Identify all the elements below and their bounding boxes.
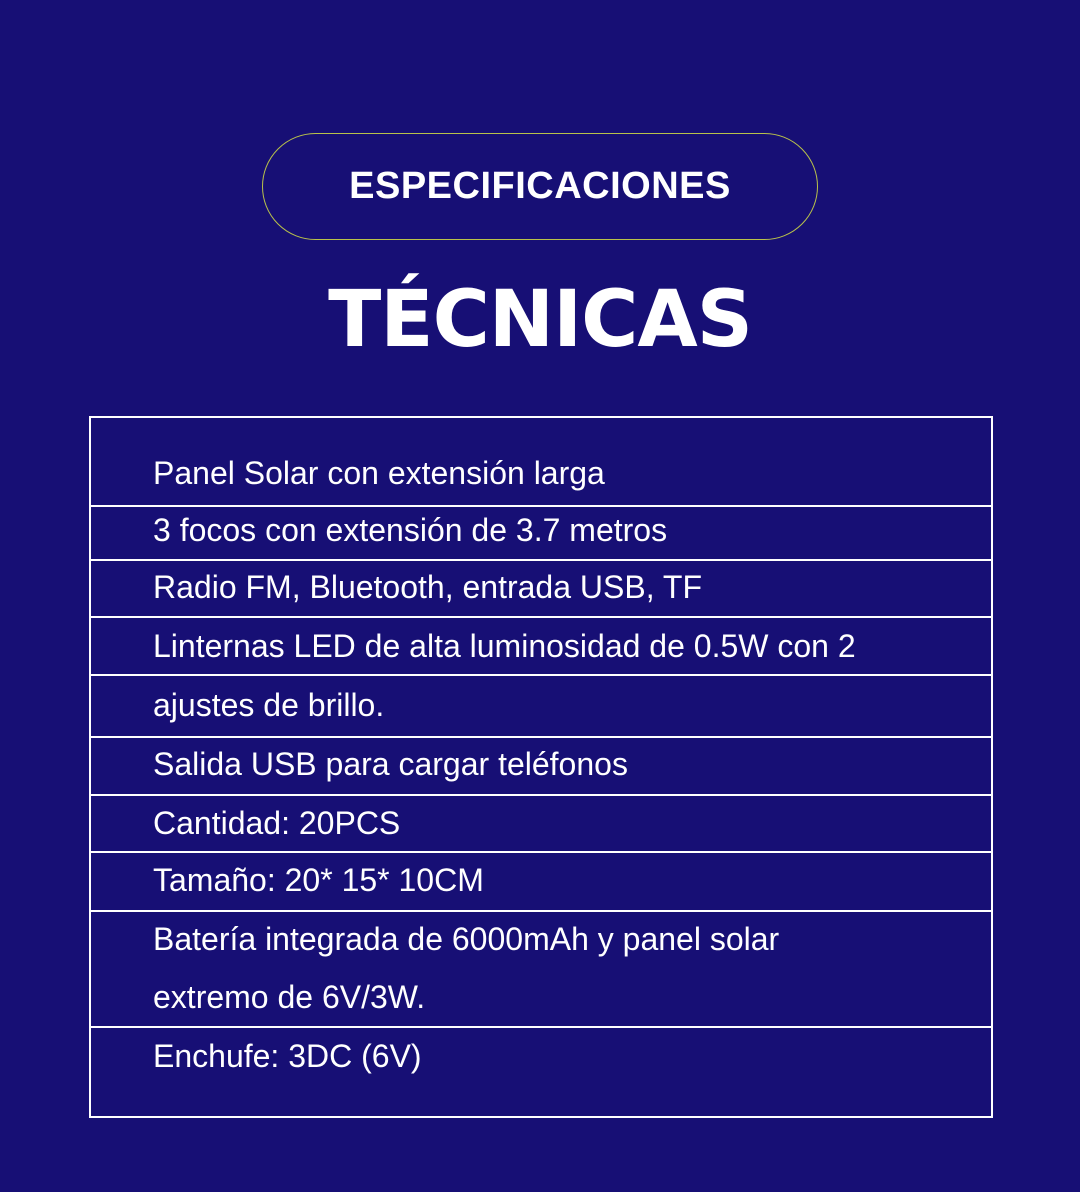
spec-row (91, 912, 991, 1028)
spec-text: Enchufe: 3DC (6V) (153, 1038, 422, 1074)
spec-text: 3 focos con extensión de 3.7 metros (153, 512, 668, 548)
page-title: TÉCNICAS (328, 275, 752, 365)
spec-row (91, 796, 991, 853)
spec-row (91, 507, 991, 561)
spec-text: Linternas LED de alta luminosidad de 0.5W con 2 (153, 628, 856, 664)
spec-row (91, 618, 991, 676)
spec-text: Panel Solar con extensión larga (153, 455, 605, 491)
spec-text: Tamaño: 20* 15* 10CM (153, 862, 484, 898)
spec-text: extremo de 6V/3W. (153, 979, 426, 1015)
spec-row (91, 853, 991, 912)
spec-row (91, 676, 991, 738)
specs-badge (262, 133, 818, 240)
spec-text: Batería integrada de 6000mAh y panel solar (153, 921, 780, 957)
spec-row (91, 561, 991, 618)
spec-row (91, 418, 991, 507)
spec-text: ajustes de brillo. (153, 687, 385, 723)
spec-row (91, 1028, 991, 1116)
spec-text: Salida USB para cargar teléfonos (153, 746, 628, 782)
specs-table (89, 416, 993, 1118)
spec-text: Cantidad: 20PCS (153, 805, 401, 841)
spec-text: Radio FM, Bluetooth, entrada USB, TF (153, 569, 702, 605)
spec-row (91, 738, 991, 796)
specs-badge-label: ESPECIFICACIONES (349, 165, 731, 207)
